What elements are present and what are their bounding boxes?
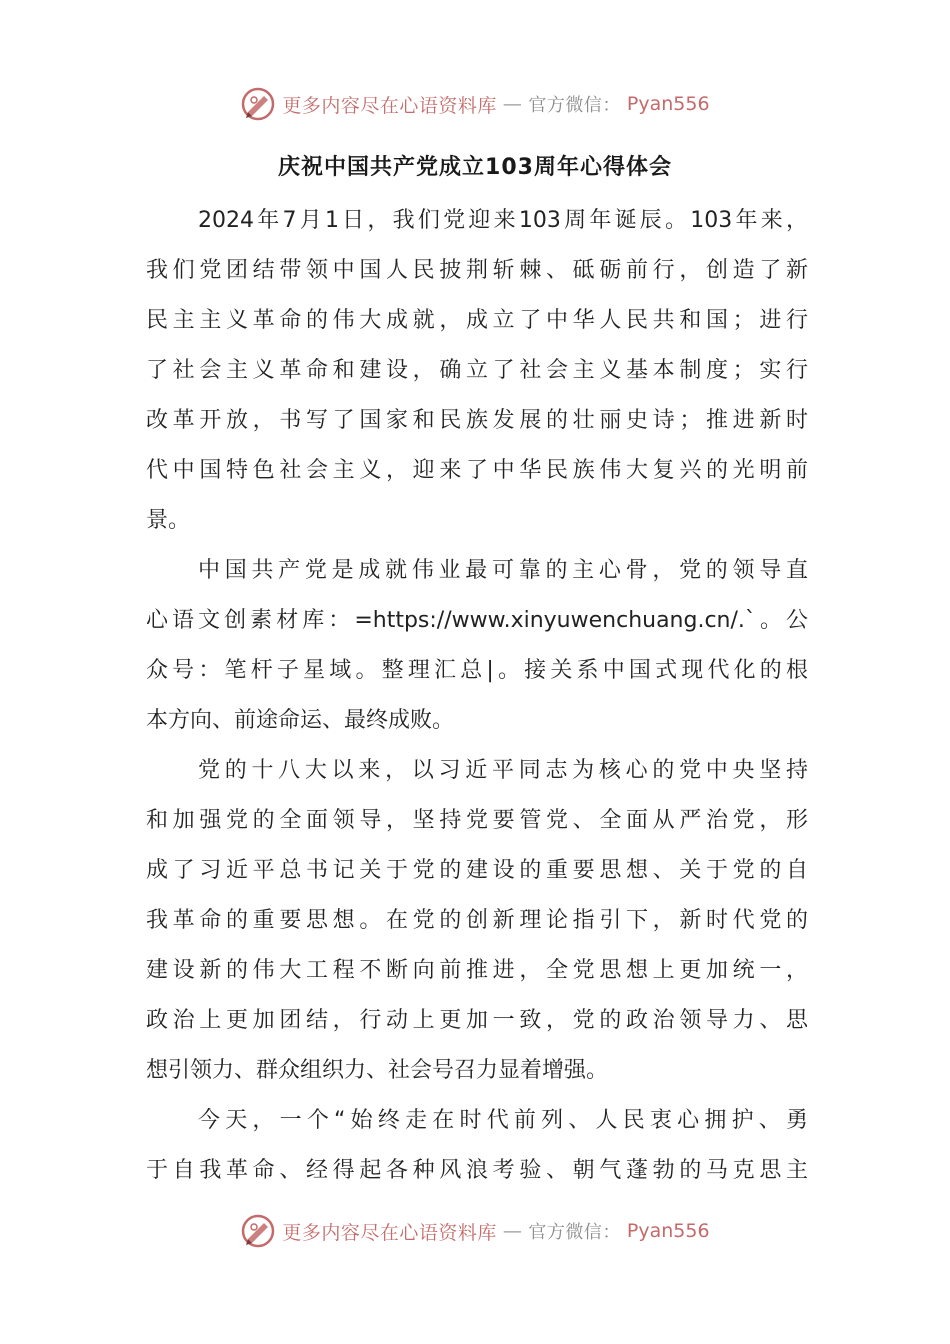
body-line: 党的十八大以来，以习近平同志为核心的党中央坚持 bbox=[198, 758, 808, 783]
footer-watermark bbox=[0, 1211, 950, 1251]
body-line: 心语文创素材库：=https://www.xinyuwenchuang.cn/.`。公 bbox=[146, 608, 808, 633]
body-line: 景。 bbox=[146, 508, 191, 533]
pen-logo-icon bbox=[240, 86, 276, 122]
watermark-separator: — bbox=[502, 93, 523, 115]
header-watermark bbox=[0, 84, 950, 124]
watermark-wechat-id: Pyan556 bbox=[626, 1220, 710, 1242]
pen-logo-icon bbox=[240, 1213, 276, 1249]
body-line: 今天，一个“始终走在时代前列、人民衷心拥护、勇 bbox=[198, 1108, 808, 1133]
body-line: 建设新的伟大工程不断向前推进，全党思想上更加统一， bbox=[146, 958, 808, 983]
body-line: 了社会主义革命和建设，确立了社会主义基本制度；实行 bbox=[146, 358, 808, 383]
body-line: 民主主义革命的伟大成就，成立了中华人民共和国；进行 bbox=[146, 308, 808, 333]
body-line: 我们党团结带领中国人民披荆斩棘、砥砺前行，创造了新 bbox=[146, 258, 808, 283]
body-line: 我革命的重要思想。在党的创新理论指引下，新时代党的 bbox=[146, 908, 808, 933]
document-body bbox=[146, 196, 808, 1196]
body-line: 众号：笔杆子星域。整理汇总|。接关系中国式现代化的根 bbox=[146, 658, 808, 683]
body-line: 本方向、前途命运、最终成败。 bbox=[146, 708, 455, 733]
watermark-wechat-id: Pyan556 bbox=[626, 93, 710, 115]
body-line: 中国共产党是成就伟业最可靠的主心骨，党的领导直 bbox=[198, 558, 808, 583]
document-title: 庆祝中国共产党成立103周年心得体会 bbox=[278, 155, 672, 180]
body-line: 代中国特色社会主义，迎来了中华民族伟大复兴的光明前 bbox=[146, 458, 808, 483]
body-line: 2024年7月1日，我们党迎来103周年诞辰。103年来， bbox=[198, 208, 808, 233]
body-line: 于自我革命、经得起各种风浪考验、朝气蓬勃的马克思主 bbox=[146, 1158, 808, 1183]
watermark-label: 官方微信： bbox=[528, 95, 621, 116]
watermark-main-text: 更多内容尽在心语资料库 bbox=[282, 94, 497, 117]
watermark-separator: — bbox=[502, 1220, 523, 1242]
body-line: 政治上更加团结，行动上更加一致，党的政治领导力、思 bbox=[146, 1008, 808, 1033]
body-line: 成了习近平总书记关于党的建设的重要思想、关于党的自 bbox=[146, 858, 808, 883]
body-line: 想引领力、群众组织力、社会号召力显着增强。 bbox=[146, 1058, 609, 1083]
body-line: 改革开放，书写了国家和民族发展的壮丽史诗；推进新时 bbox=[146, 408, 808, 433]
watermark-label: 官方微信： bbox=[528, 1222, 621, 1243]
body-line: 和加强党的全面领导，坚持党要管党、全面从严治党，形 bbox=[146, 808, 808, 833]
watermark-main-text: 更多内容尽在心语资料库 bbox=[282, 1221, 497, 1244]
